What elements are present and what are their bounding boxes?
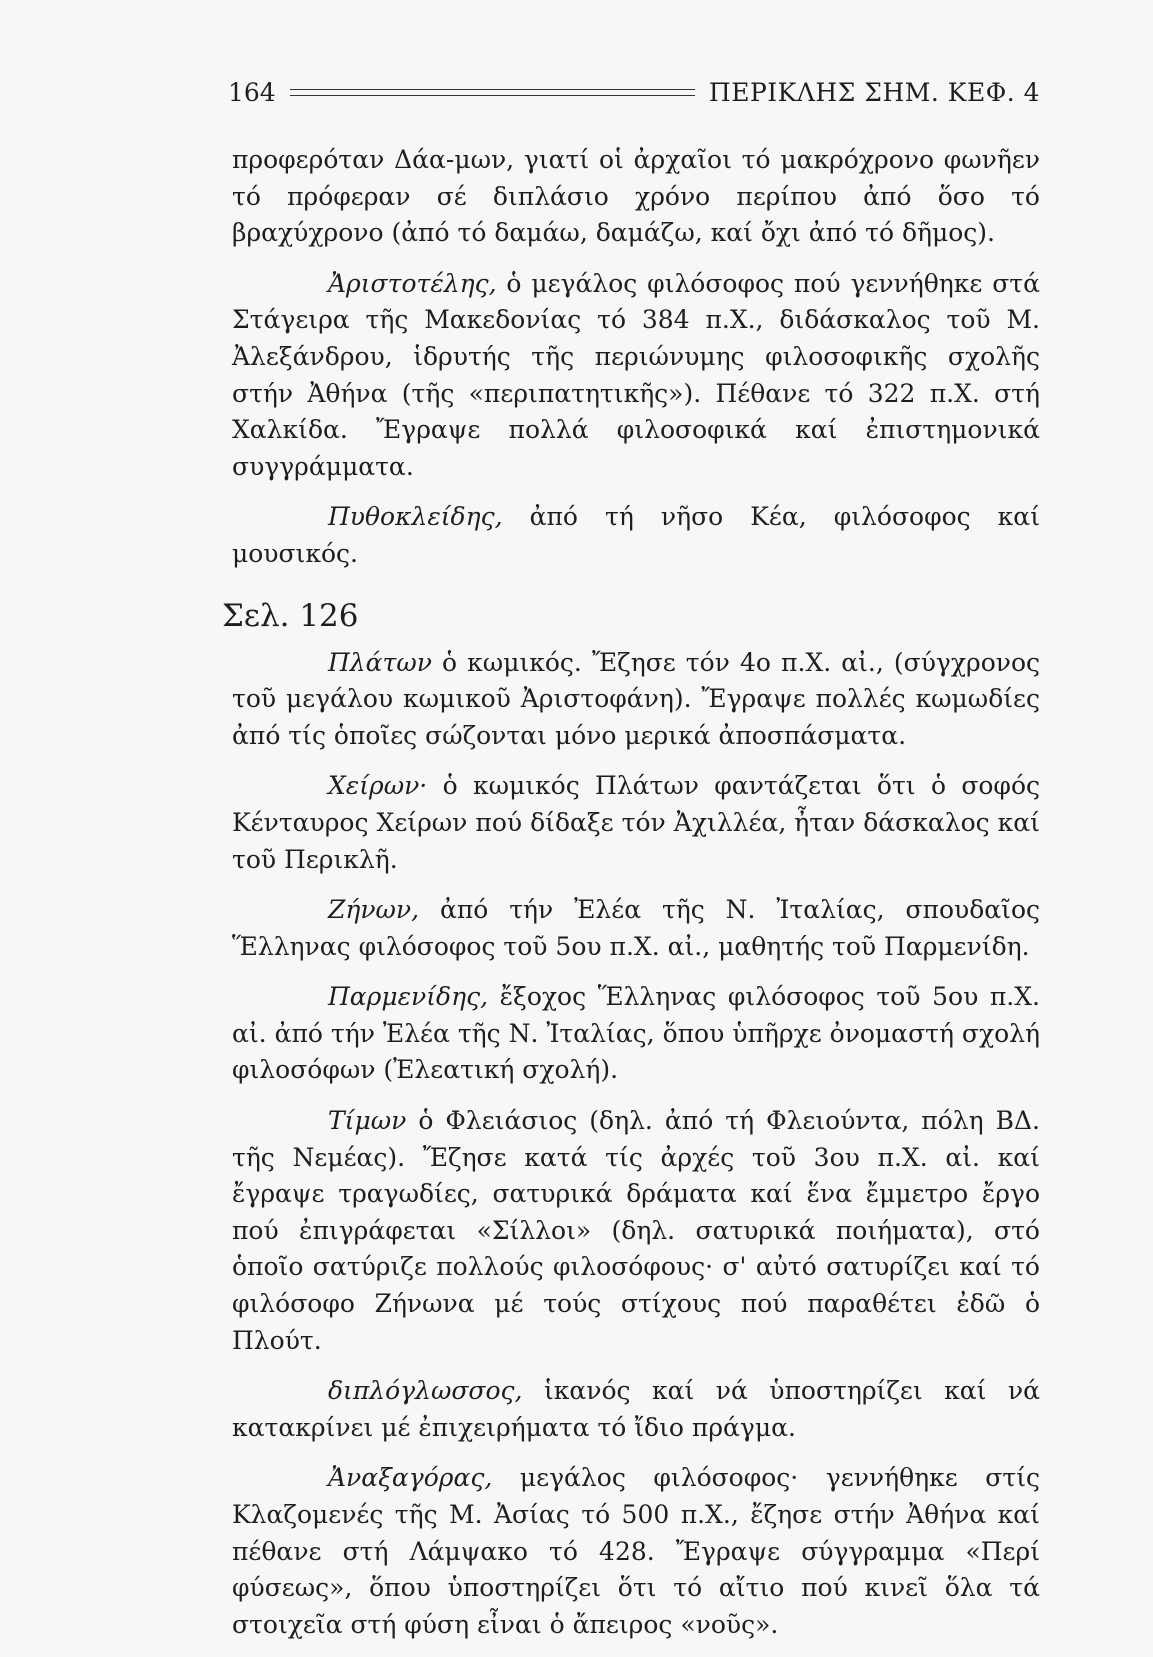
page-number: 164 [228, 77, 276, 107]
term: Χείρων· [328, 771, 428, 801]
paragraph-text: ὁ Φλειάσιος (δηλ. ἀπό τή Φλειούντα, πόλη ΒΔ. τῆς Νεμέας). Ἔζησε κατά τίς ἀρχές τοῦ 3ου π.Χ. αἰ. καί ἔγραψε τραγωδίες, σατυρικά δράματα καί ἕνα ἔμμετρο ἔργο πού ἐπιγράφεται «Σίλλοι» (δηλ. σατυρικά ποιήματα), στό ὁποῖο σατύριζε πολλούς φιλοσόφους· σ' αὐτό σατυρίζει καί τό φιλόσοφο Ζήνωνα μέ τούς στίχους πού παραθέτει ἐδῶ ὁ Πλούτ. [232, 1106, 1040, 1355]
paragraph-text: μεγάλος φιλόσοφος· γεννήθηκε στίς Κλαζομενές τῆς Μ. Ἀσίας τό 500 π.Χ., ἔζησε στήν Ἀθήνα καί πέθανε στή Λάμψακο τό 428. Ἔγραψε σύγγραμμα «Περί φύσεως», ὅπου ὑποστηρίζει ὅτι τό αἴτιο πού κινεῖ ὅλα τά στοιχεῖα στή φύση εἶναι ὁ ἄπειρος «νοῦς». [232, 1463, 1040, 1639]
term: Ζήνων, [328, 895, 420, 925]
paragraph [232, 768, 1040, 878]
paragraph [232, 142, 1040, 252]
term: διπλόγλωσσος, [328, 1376, 523, 1406]
paragraph-text: ὁ κωμικός Πλάτων φαντάζεται ὅτι ὁ σοφός Κένταυρος Χείρων πού δίδαξε τόν Ἀχιλλέα, ἦταν δάσκαλος καί τοῦ Περικλῆ. [232, 771, 1040, 874]
header-rule [290, 89, 695, 96]
paragraph [232, 1103, 1040, 1359]
term: Πλάτων [328, 647, 432, 677]
section-heading: Σελ. 126 [222, 597, 359, 634]
paragraph [232, 645, 1040, 755]
paragraph-text: ἔξοχος Ἕλληνας φιλόσοφος τοῦ 5ου π.Χ. αἰ. ἀπό τήν Ἐλέα τῆς Ν. Ἰταλίας, ὅπου ὑπῆρχε ὀνομαστή σχολή φιλοσόφων (Ἐλεατική σχολή). [232, 982, 1040, 1085]
paragraph-text: ὁ κωμικός. Ἔζησε τόν 4ο π.Χ. αἰ., (σύγχρονος τοῦ μεγάλου κωμικοῦ Ἀριστοφάνη). Ἔγραψε πολλές κωμωδίες ἀπό τίς ὁποῖες σώζονται μόνο μερικά ἀποσπάσματα. [232, 647, 1040, 750]
term: Ἀναξαγόρας, [328, 1463, 493, 1493]
paragraph [232, 1373, 1040, 1446]
term: Ἀριστοτέλης, [328, 268, 497, 298]
paragraph-text: ἱκανός καί νά ὑποστηρίζει καί νά κατακρίνει μέ ἐπιχειρήματα τό ἴδιο πράγμα. [232, 1376, 1040, 1442]
paragraph-text: ὁ μεγάλος φιλόσοφος πού γεννήθηκε στά Στάγειρα τῆς Μακεδονίας τό 384 π.Χ., διδάσκαλος τοῦ Μ. Ἀλεξάνδρου, ἱδρυτής τῆς περιώνυμης φιλοσοφικῆς σχολῆς στήν Ἀθήνα (τῆς «περιπατητικῆς»). Πέθανε τό 322 π.Χ. στή Χαλκίδα. Ἔγραψε πολλά φιλοσοφικά καί ἐπιστημονικά συγγράμματα. [232, 268, 1040, 481]
paragraph [232, 499, 1040, 572]
term: Τίμων [328, 1106, 407, 1136]
paragraph-text: ἀπό τήν Ἐλέα τῆς Ν. Ἰταλίας, σπουδαῖος Ἕλληνας φιλόσοφος τοῦ 5ου π.Χ. αἰ., μαθητής τοῦ Παρμενίδη. [232, 895, 1040, 961]
running-head: ΠΕΡΙΚΛΗΣ ΣΗΜ. ΚΕΦ. 4 [708, 77, 1040, 107]
page-body [222, 142, 1040, 1657]
paragraph-text: προφερόταν Δάα-μων, γιατί οἱ ἀρχαῖοι τό μακρόχρονο φωνῆεν τό πρόφεραν σέ διπλάσιο χρόνο περίπου ἀπό ὅσο τό βραχύχρονο (ἀπό τό δαμάω, δαμάζω, καί ὄχι ἀπό τό δῆμος). [232, 145, 1040, 248]
paragraph [232, 1460, 1040, 1643]
term: Πυθοκλείδης, [328, 502, 503, 532]
page-header [228, 74, 1040, 110]
paragraph [232, 979, 1040, 1089]
paragraph [232, 892, 1040, 965]
paragraph [232, 266, 1040, 486]
term: Παρμενίδης, [328, 982, 489, 1012]
paragraph-text: ἀπό τή νῆσο Κέα, φιλόσοφος καί μουσικός. [232, 502, 1040, 568]
